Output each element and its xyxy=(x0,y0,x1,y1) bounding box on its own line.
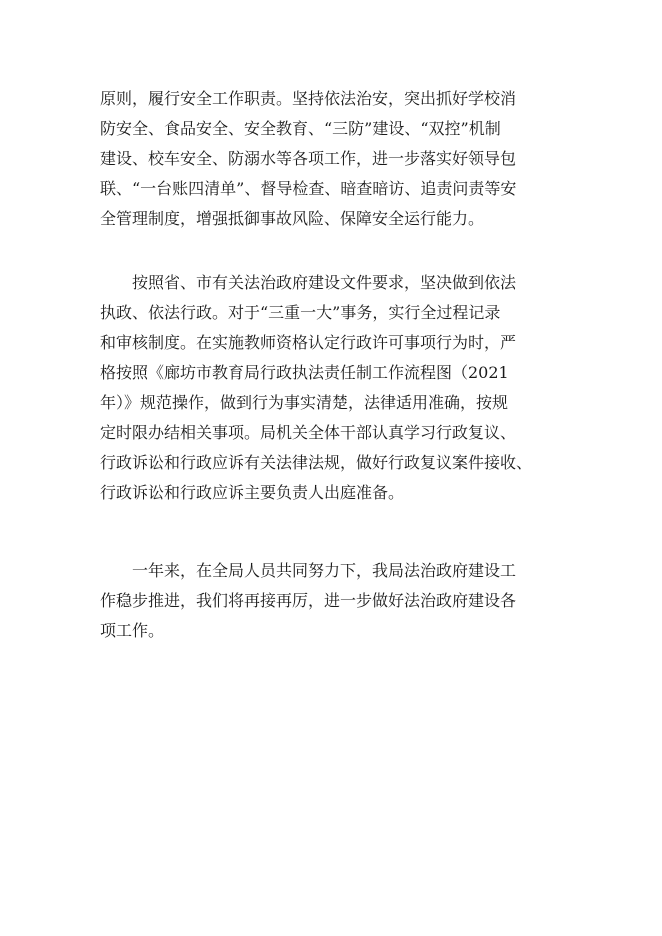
paragraph-law-based-administration xyxy=(100,268,570,508)
text-line: 年）》规范操作，做到行为事实清楚，法律适用准确，按规 xyxy=(100,393,509,412)
text-line: 行政诉讼和行政应诉有关法律法规，做好行政复议案件接收、 xyxy=(100,453,533,472)
paragraph-safety-duties xyxy=(100,84,570,234)
text-line: 定时限办结相关事项。局机关全体干部认真学习行政复议、 xyxy=(100,423,517,442)
text-line: 建设、校车安全、防溺水等各项工作，进一步落实好领导包 xyxy=(100,149,517,168)
text-line: 原则，履行安全工作职责。坚持依法治安，突出抓好学校消 xyxy=(100,89,517,108)
text-line: 联、“一台账四清单”、督导检查、暗查暗访、追责问责等安 xyxy=(100,179,517,198)
paragraph-conclusion xyxy=(100,556,570,646)
text-line: 按照省、市有关法治政府建设文件要求，坚决做到依法 xyxy=(132,273,517,292)
text-line: 防安全、食品安全、安全教育、“三防”建设、“双控”机制 xyxy=(100,119,501,138)
text-line: 格按照《廊坊市教育局行政执法责任制工作流程图（2021 xyxy=(100,363,509,382)
text-line: 项工作。 xyxy=(100,621,165,640)
text-line: 行政诉讼和行政应诉主要负责人出庭准备。 xyxy=(100,483,405,502)
text-line: 和审核制度。在实施教师资格认定行政许可事项行为时，严 xyxy=(100,333,517,352)
text-line: 执政、依法行政。对于“三重一大”事务，实行全过程记录 xyxy=(100,303,501,322)
text-line: 作稳步推进，我们将再接再厉，进一步做好法治政府建设各 xyxy=(100,591,517,610)
text-line: 一年来，在全局人员共同努力下，我局法治政府建设工 xyxy=(132,561,517,580)
text-line: 全管理制度，增强抵御事故风险、保障安全运行能力。 xyxy=(100,209,485,228)
